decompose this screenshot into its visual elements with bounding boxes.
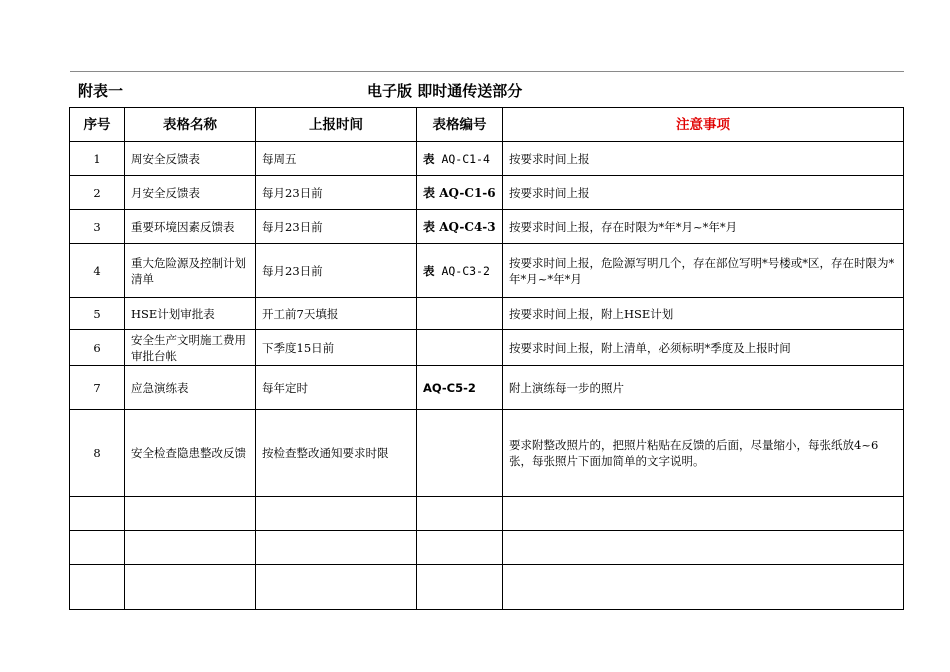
cell-no: 3 bbox=[70, 210, 125, 244]
cell-note: 按要求时间上报，附上清单，必须标明*季度及上报时间 bbox=[503, 330, 904, 366]
cell-name: 周安全反馈表 bbox=[125, 142, 256, 176]
table-row bbox=[70, 366, 904, 410]
cell-no: 1 bbox=[70, 142, 125, 176]
col-header-name: 表格名称 bbox=[125, 108, 256, 142]
cell-no: 4 bbox=[70, 244, 125, 298]
table-row-empty bbox=[70, 497, 904, 531]
code-value: AQ-C1-6 bbox=[439, 185, 496, 200]
table-row bbox=[70, 142, 904, 176]
cell-code bbox=[417, 298, 503, 330]
cell-time: 开工前7天填报 bbox=[256, 298, 417, 330]
cell-note: 按要求时间上报 bbox=[503, 176, 904, 210]
cell-no: 8 bbox=[70, 410, 125, 497]
code-value: AQ-C4-3 bbox=[439, 219, 496, 234]
cell-no: 6 bbox=[70, 330, 125, 366]
table-row-empty bbox=[70, 531, 904, 565]
cell-name: 月安全反馈表 bbox=[125, 176, 256, 210]
code-prefix: 表 bbox=[423, 185, 436, 200]
cell-name: 应急演练表 bbox=[125, 366, 256, 410]
cell-time: 每月23日前 bbox=[256, 210, 417, 244]
cell-code bbox=[417, 210, 503, 244]
cell-name: 安全检查隐患整改反馈 bbox=[125, 410, 256, 497]
col-header-time: 上报时间 bbox=[256, 108, 417, 142]
cell-time: 每周五 bbox=[256, 142, 417, 176]
cell-time: 每月23日前 bbox=[256, 176, 417, 210]
cell-note: 按要求时间上报，存在时限为*年*月~*年*月 bbox=[503, 210, 904, 244]
cell-name: 重大危险源及控制计划清单 bbox=[125, 244, 256, 298]
cell-code bbox=[417, 366, 503, 410]
table-row bbox=[70, 210, 904, 244]
table-row-empty bbox=[70, 565, 904, 610]
cell-code bbox=[417, 176, 503, 210]
report-table bbox=[69, 107, 904, 610]
attachment-label: 附表一 bbox=[78, 82, 124, 100]
cell-note: 附上演练每一步的照片 bbox=[503, 366, 904, 410]
cell-time: 每月23日前 bbox=[256, 244, 417, 298]
table-row bbox=[70, 244, 904, 298]
cell-name: 重要环境因素反馈表 bbox=[125, 210, 256, 244]
cell-time: 按检查整改通知要求时限 bbox=[256, 410, 417, 497]
header-rule bbox=[70, 71, 904, 72]
page-title: 电子版 即时通传送部分 bbox=[367, 82, 523, 100]
cell-note: 按要求时间上报，危险源写明几个，存在部位写明*号楼或*区，存在时限为*年*月~*年*月 bbox=[503, 244, 904, 298]
cell-time: 每年定时 bbox=[256, 366, 417, 410]
cell-no: 2 bbox=[70, 176, 125, 210]
table-row bbox=[70, 298, 904, 330]
cell-note: 按要求时间上报 bbox=[503, 142, 904, 176]
cell-time: 下季度15日前 bbox=[256, 330, 417, 366]
cell-no: 5 bbox=[70, 298, 125, 330]
code-value: AQ-C3-2 bbox=[441, 263, 490, 278]
cell-name: 安全生产文明施工费用审批台帐 bbox=[125, 330, 256, 366]
cell-note: 要求附整改照片的，把照片粘贴在反馈的后面，尽量缩小，每张纸放4~6张，每张照片下面加简单的文字说明。 bbox=[503, 410, 904, 497]
code-value: AQ-C5-2 bbox=[423, 380, 476, 395]
cell-code bbox=[417, 142, 503, 176]
table-row bbox=[70, 176, 904, 210]
table-header-row bbox=[70, 108, 904, 142]
cell-code bbox=[417, 244, 503, 298]
col-header-note: 注意事项 bbox=[503, 108, 904, 142]
cell-code bbox=[417, 330, 503, 366]
table-row bbox=[70, 330, 904, 366]
cell-note: 按要求时间上报，附上HSE计划 bbox=[503, 298, 904, 330]
col-header-no: 序号 bbox=[70, 108, 125, 142]
code-prefix: 表 bbox=[423, 151, 435, 166]
code-prefix: 表 bbox=[423, 219, 436, 234]
table-row bbox=[70, 410, 904, 497]
code-prefix: 表 bbox=[423, 263, 435, 278]
code-value: AQ-C1-4 bbox=[441, 151, 490, 166]
cell-no: 7 bbox=[70, 366, 125, 410]
col-header-code: 表格编号 bbox=[417, 108, 503, 142]
cell-name: HSE计划审批表 bbox=[125, 298, 256, 330]
cell-code bbox=[417, 410, 503, 497]
